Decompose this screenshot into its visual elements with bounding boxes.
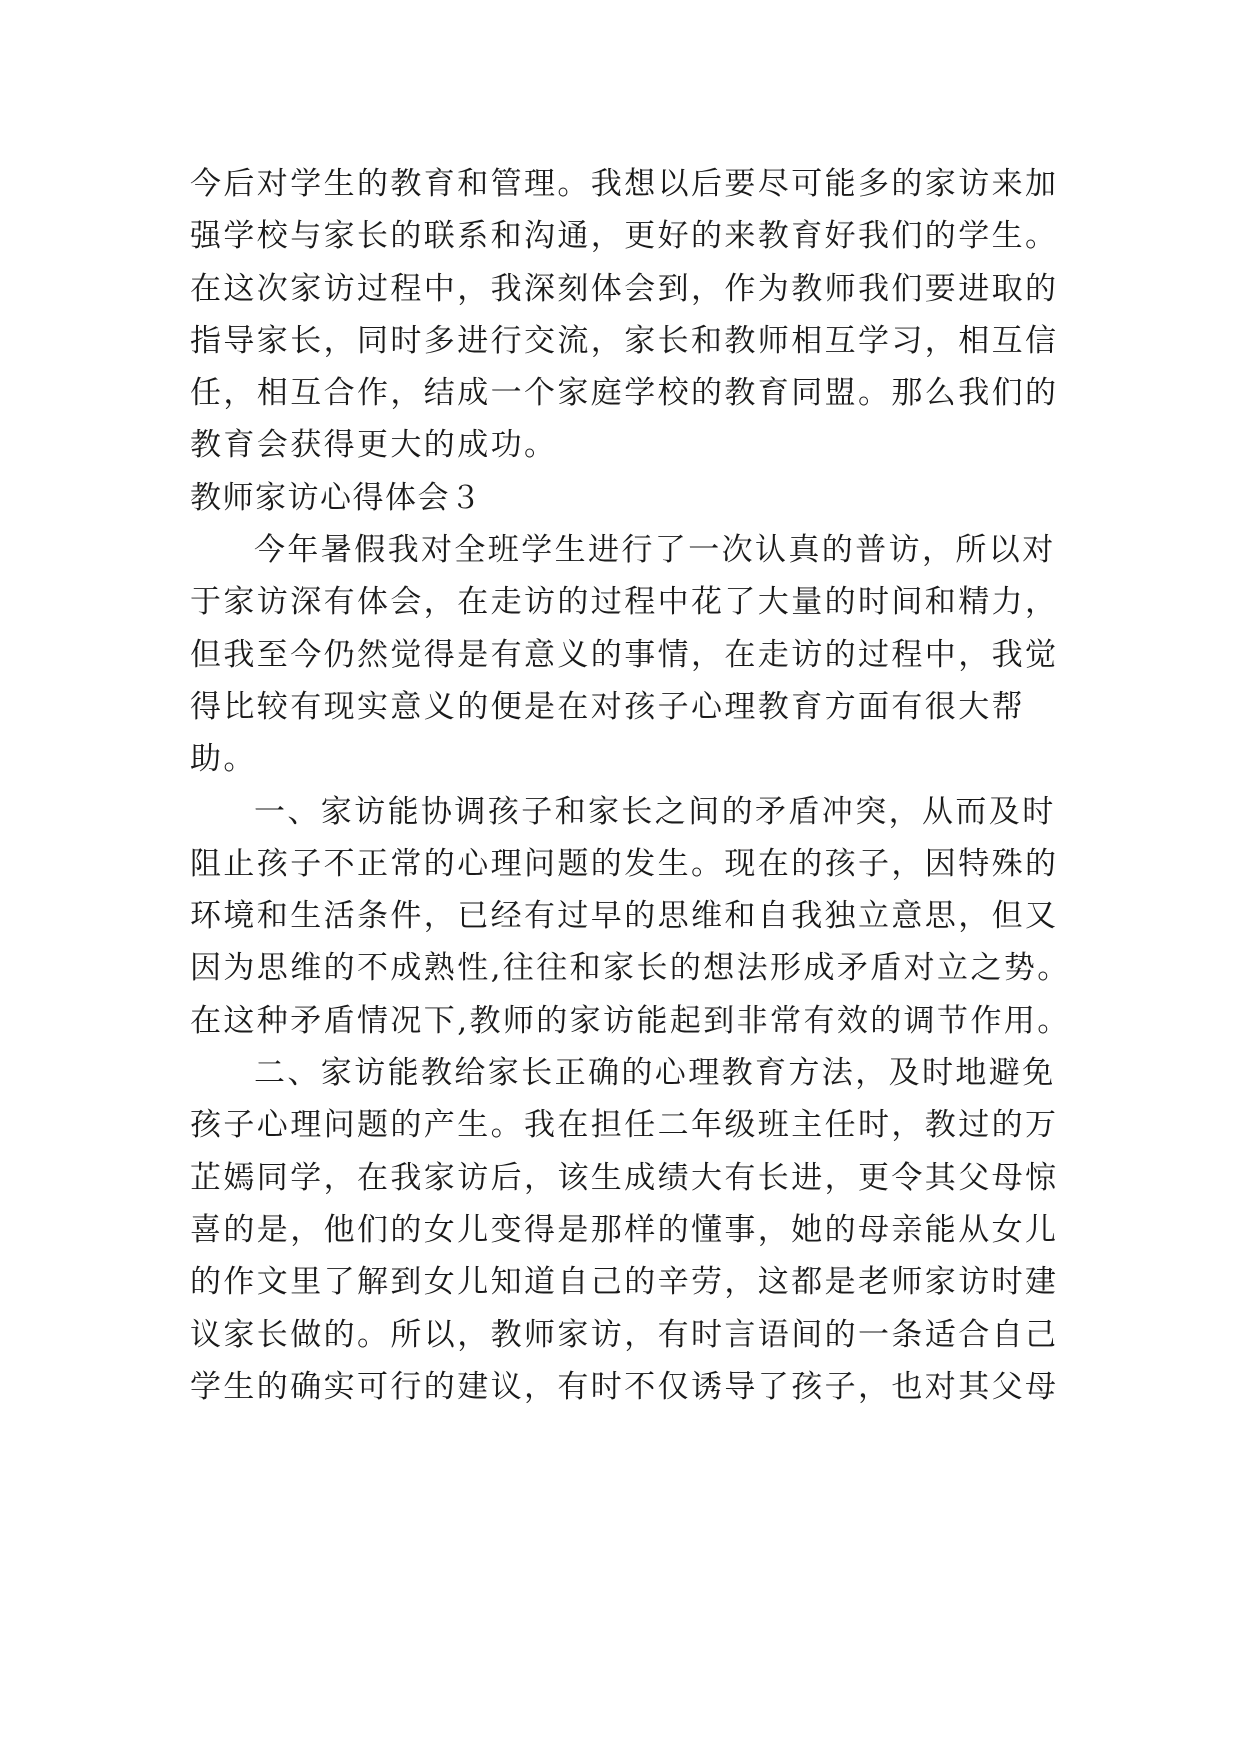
document-body xyxy=(190,158,1071,1413)
text-line: 于家访深有体会，在走访的过程中花了大量的时间和精力， xyxy=(190,584,1059,621)
text-line: 孩子心理问题的产生。我在担任二年级班主任时，教过的万 xyxy=(190,1107,1059,1144)
text-line: 芷嫣同学，在我家访后，该生成绩大有长进，更令其父母惊 xyxy=(190,1159,1059,1196)
text-line: 议家长做的。所以，教师家访，有时言语间的一条适合自己 xyxy=(190,1316,1059,1353)
text-line: 环境和生活条件，已经有过早的思维和自我独立意思，但又 xyxy=(190,898,1059,935)
text-line: 指导家长，同时多进行交流，家长和教师相互学习，相互信 xyxy=(190,322,1059,359)
text-line: 强学校与家长的联系和沟通，更好的来教育好我们的学生。 xyxy=(190,218,1059,255)
text-line: 得比较有现实意义的便是在对孩子心理教育方面有很大帮 xyxy=(190,688,1025,725)
text-line: 教育会获得更大的成功。 xyxy=(190,427,558,464)
text-line: 因为思维的不成熟性,往往和家长的想法形成矛盾对立之势。 xyxy=(190,950,1071,987)
text-line: 阻止孩子不正常的心理问题的发生。现在的孩子，因特殊的 xyxy=(190,845,1059,882)
section-title: 教师家访心得体会３ xyxy=(190,479,483,516)
text-line: 任，相互合作，结成一个家庭学校的教育同盟。那么我们的 xyxy=(190,375,1059,412)
text-line: 今后对学生的教育和管理。我想以后要尽可能多的家访来加 xyxy=(190,166,1059,202)
text-line: 的作文里了解到女儿知道自己的辛劳，这都是老师家访时建 xyxy=(190,1264,1059,1301)
text-line: 在这次家访过程中，我深刻体会到，作为教师我们要进取的 xyxy=(190,270,1059,307)
text-line: 二、家访能教给家长正确的心理教育方法，及时地避免 xyxy=(254,1055,1056,1092)
text-line: 在这种矛盾情况下,教师的家访能起到非常有效的调节作用。 xyxy=(190,1002,1071,1039)
text-line: 学生的确实可行的建议，有时不仅诱导了孩子，也对其父母 xyxy=(190,1368,1059,1405)
text-line: 但我至今仍然觉得是有意义的事情，在走访的过程中，我觉 xyxy=(190,636,1059,673)
text-line: 一、家访能协调孩子和家长之间的矛盾冲突，从而及时 xyxy=(254,793,1056,830)
text-line: 助。 xyxy=(190,741,257,778)
text-line: 今年暑假我对全班学生进行了一次认真的普访，所以对 xyxy=(254,532,1056,569)
text-line: 喜的是，他们的女儿变得是那样的懂事，她的母亲能从女儿 xyxy=(190,1211,1059,1248)
